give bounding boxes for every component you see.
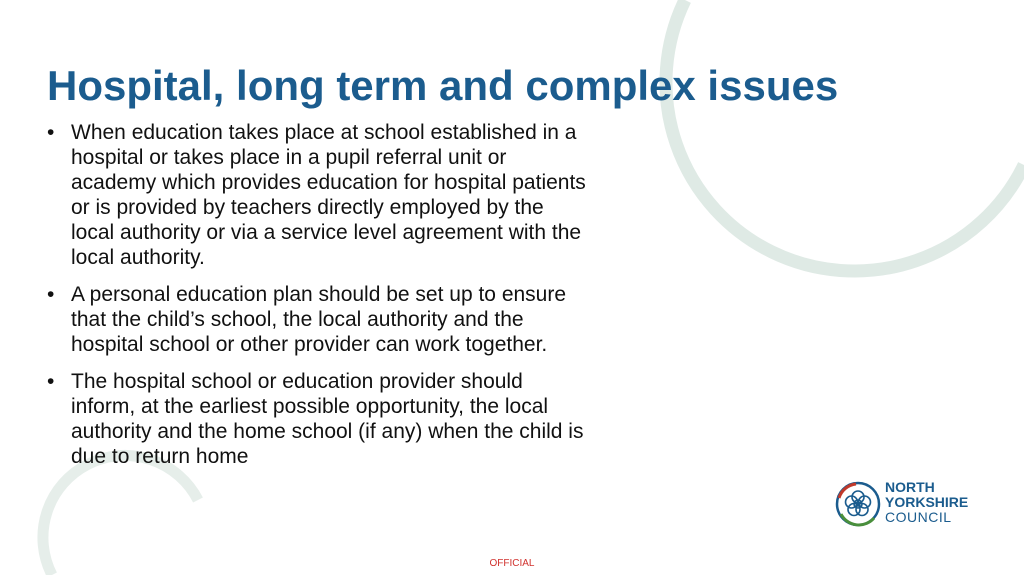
- list-item: [47, 282, 587, 357]
- logo-line-3: COUNCIL: [885, 509, 952, 525]
- council-logo: [834, 476, 984, 532]
- logo-wordmark: [885, 480, 968, 525]
- bullet-icon: •: [47, 370, 55, 393]
- bullet-icon: •: [47, 283, 55, 306]
- list-item: [47, 120, 587, 270]
- bullet-text: When education takes place at school established in a hospital or takes place in a pupil referral unit or academy which provides education for hospital patients or is provided by teachers directly employed by the local authority or via a service level agreement with the local authority.: [71, 121, 586, 269]
- rose-emblem-icon: [834, 476, 882, 532]
- bullet-list: [47, 120, 587, 481]
- bullet-text: A personal education plan should be set up to ensure that the child’s school, the local authority and the hospital school or other provider can work together.: [71, 283, 567, 356]
- page-title: Hospital, long term and complex issues: [47, 62, 839, 109]
- top-right-arc: [666, 0, 1024, 271]
- logo-line-2: YORKSHIRE: [885, 494, 969, 510]
- bullet-text: The hospital school or education provider should inform, at the earliest possible opportunity, the local authority and the home school (if any) when the child is due to return home: [71, 370, 584, 468]
- logo-line-1: NORTH: [885, 479, 935, 495]
- list-item: [47, 369, 587, 469]
- classification-label: OFFICIAL: [489, 558, 535, 569]
- bullet-icon: •: [47, 121, 55, 144]
